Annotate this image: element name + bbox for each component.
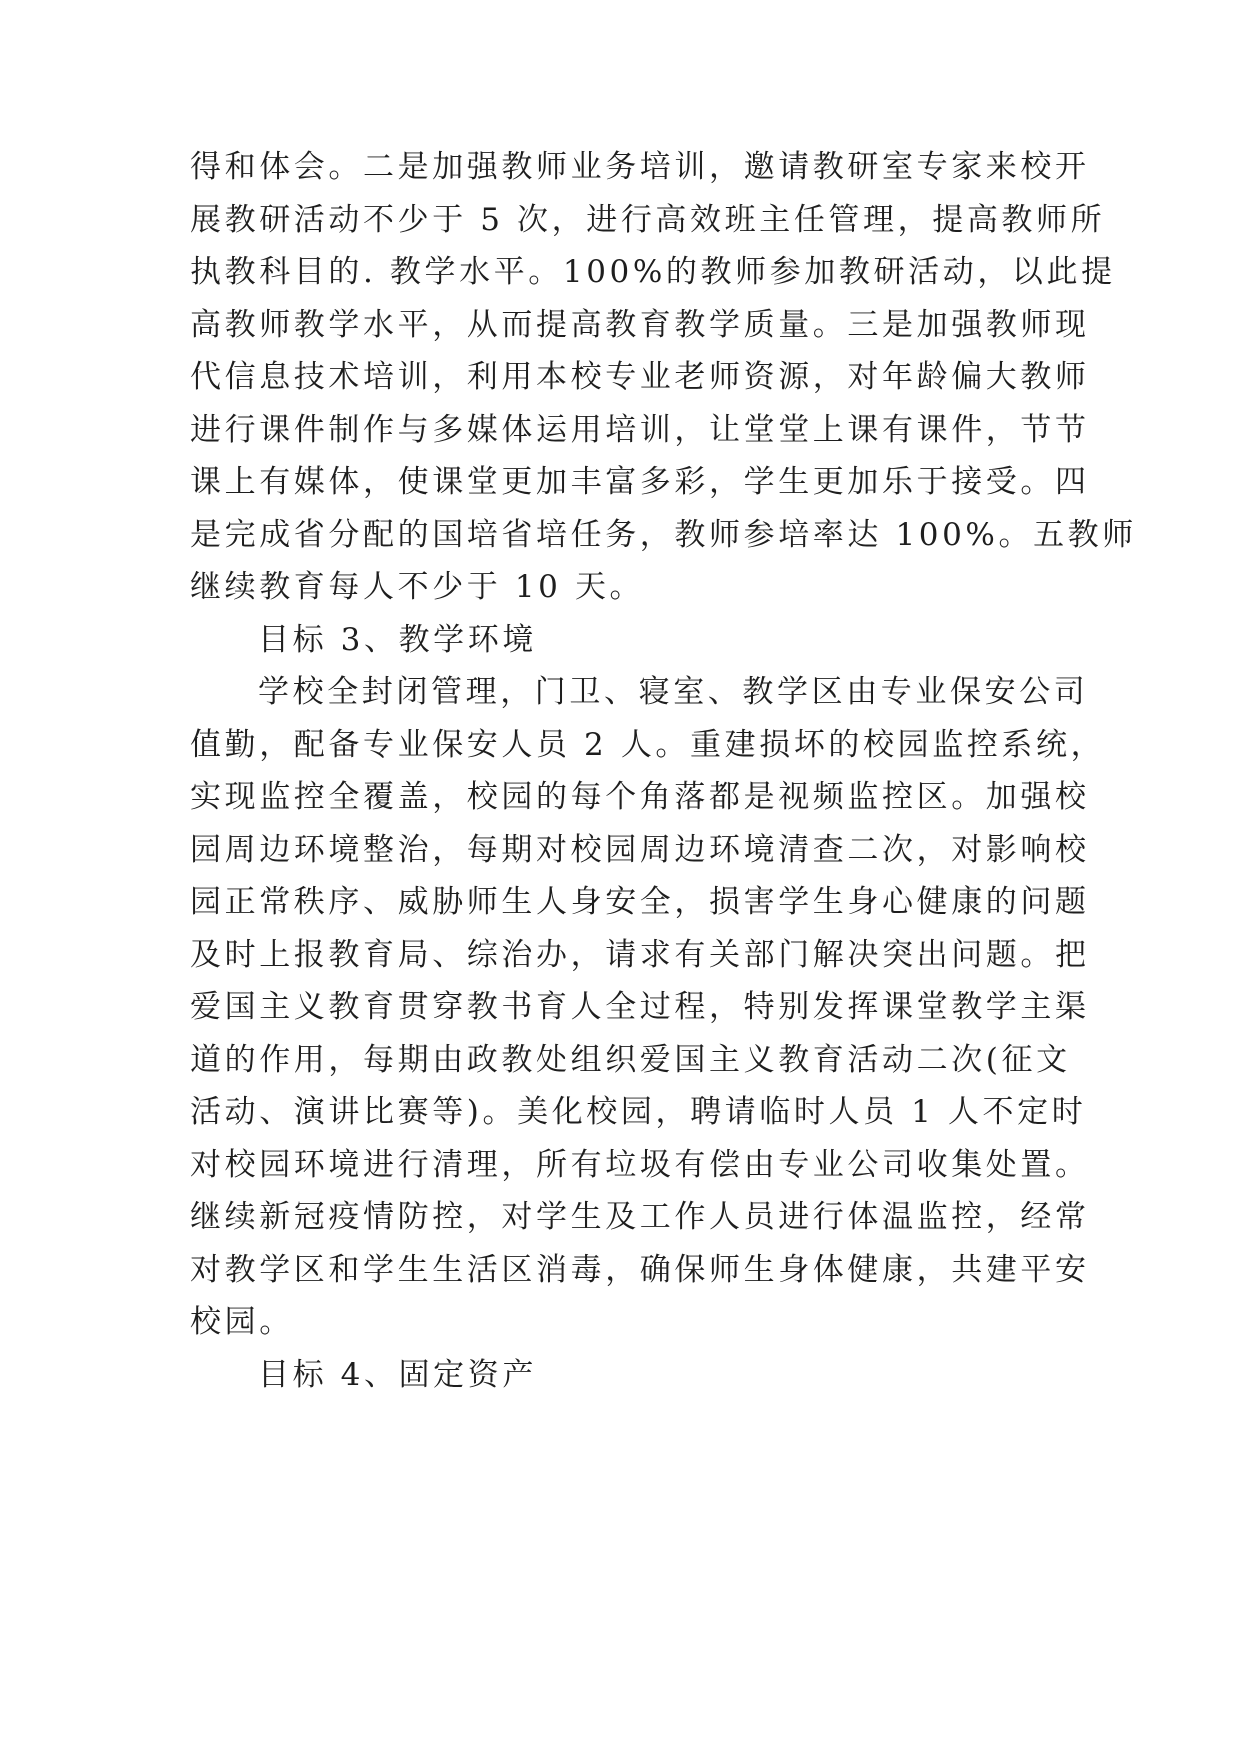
paragraph-line: 园周边环境整治，每期对校园周边环境清查二次，对影响校: [190, 832, 1090, 868]
paragraph-line: 代信息技术培训，利用本校专业老师资源，对年龄偏大教师: [190, 359, 1090, 395]
paragraph-line: 进行课件制作与多媒体运用培训，让堂堂上课有课件，节节: [190, 412, 1090, 448]
paragraph-line: 爱国主义教育贯穿教书育人全过程，特别发挥课堂教学主渠: [190, 989, 1090, 1025]
paragraph-line: 是完成省分配的国培省培任务，教师参培率达 100%。五教师: [190, 517, 1137, 553]
paragraph-line: 实现监控全覆盖，校园的每个角落都是视频监控区。加强校: [190, 779, 1090, 815]
paragraph-line: 得和体会。二是加强教师业务培训，邀请教研室专家来校开: [190, 149, 1090, 185]
paragraph-line: 活动、演讲比赛等)。美化校园，聘请临时人员 1 人不定时: [190, 1094, 1087, 1130]
paragraph-line: 展教研活动不少于 5 次，进行高效班主任管理，提高教师所: [190, 202, 1106, 238]
paragraph-line: 校园。: [190, 1304, 294, 1340]
paragraph-line: 道的作用，每期由政教处组织爱国主义教育活动二次(征文: [190, 1042, 1071, 1078]
paragraph-line: 继续新冠疫情防控，对学生及工作人员进行体温监控，经常: [190, 1199, 1090, 1235]
paragraph-line: 课上有媒体，使课堂更加丰富多彩，学生更加乐于接受。四: [190, 464, 1090, 500]
paragraph-line: 继续教育每人不少于 10 天。: [190, 569, 645, 605]
paragraph-line: 对教学区和学生生活区消毒，确保师生身体健康，共建平安: [190, 1252, 1090, 1288]
section-heading: 目标 3、教学环境: [258, 622, 537, 658]
section-heading: 目标 4、固定资产: [258, 1357, 537, 1393]
paragraph-line: 学校全封闭管理，门卫、寝室、教学区由专业保安公司: [258, 674, 1089, 710]
paragraph-line: 及时上报教育局、综治办，请求有关部门解决突出问题。把: [190, 937, 1090, 973]
paragraph-line: 执教科目的. 教学水平。100%的教师参加教研活动，以此提: [190, 254, 1116, 290]
paragraph-line: 园正常秩序、威胁师生人身安全，损害学生身心健康的问题: [190, 884, 1090, 920]
paragraph-line: 对校园环境进行清理，所有垃圾有偿由专业公司收集处置。: [190, 1147, 1090, 1183]
paragraph-line: 值勤，配备专业保安人员 2 人。重建损坏的校园监控系统，: [190, 727, 1106, 763]
paragraph-line: 高教师教学水平，从而提高教育教学质量。三是加强教师现: [190, 307, 1090, 343]
